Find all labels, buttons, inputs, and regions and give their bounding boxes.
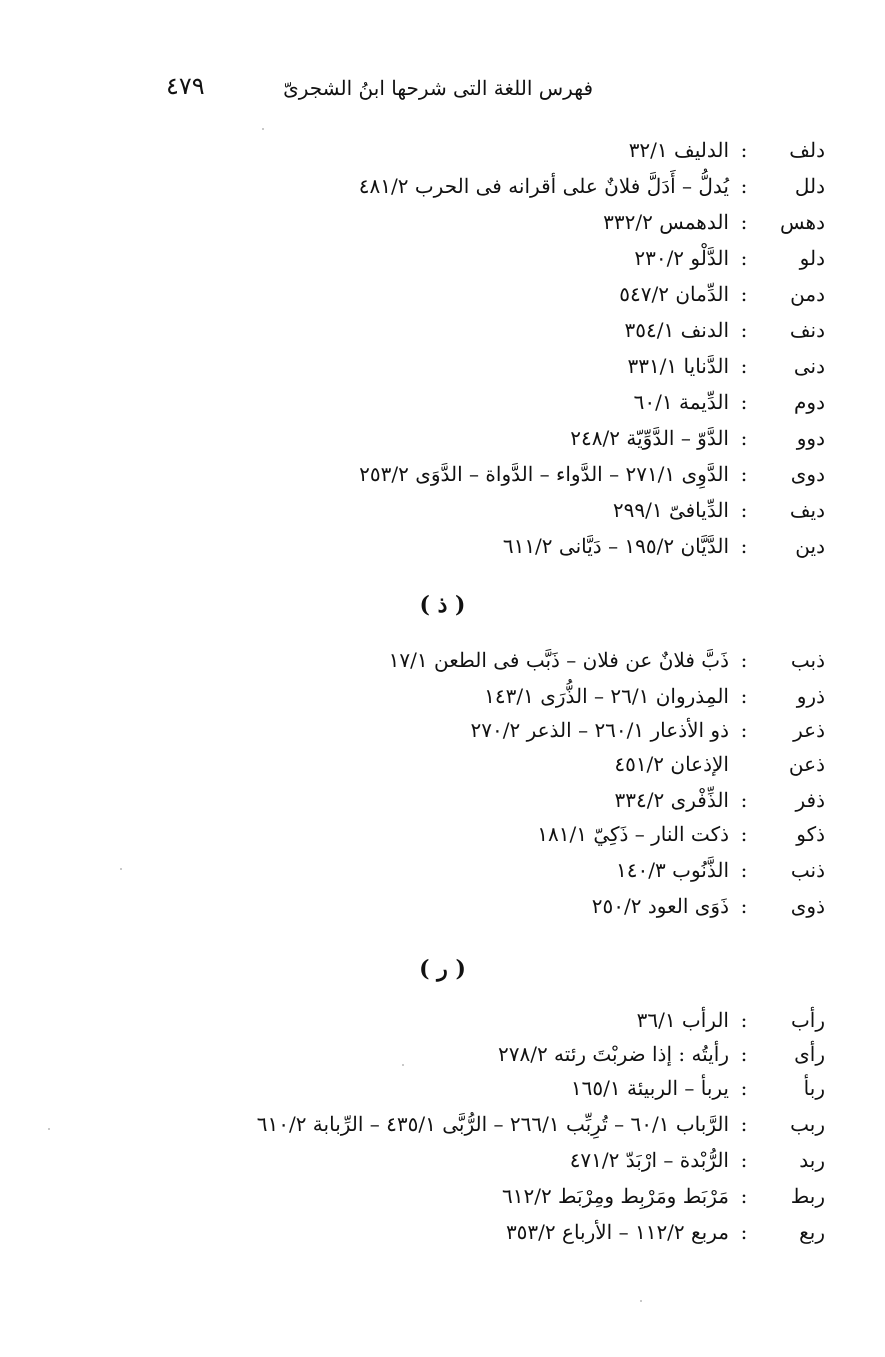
entry-root: رأى — [794, 1042, 825, 1066]
entry-separator: : — [740, 684, 748, 708]
entry-definition: الذَّنُوب ١٤٠/٣ — [616, 858, 729, 882]
index-entry — [0, 1112, 885, 1148]
index-entry — [0, 1076, 885, 1112]
entry-definition: الدهمس ٣٣٢/٢ — [603, 210, 729, 234]
entry-separator: : — [740, 894, 748, 918]
entry-root: دوم — [794, 390, 825, 414]
index-entry — [0, 718, 885, 754]
entry-separator: : — [740, 246, 748, 270]
index-entry — [0, 788, 885, 824]
entry-definition: رأيتُه : إذا ضربْتَ رئته ٢٧٨/٢ — [497, 1042, 729, 1066]
index-entry — [0, 462, 885, 498]
entry-separator: : — [740, 210, 748, 234]
entry-root: دلل — [794, 174, 825, 198]
index-entry — [0, 684, 885, 720]
entry-definition: الدَّوِى ٢٧١/١ – الدَّواء – الدَّواة – الدَّوَى ٢٥٣/٢ — [359, 462, 729, 486]
entry-separator: : — [740, 648, 748, 672]
entry-root: ربع — [799, 1220, 825, 1244]
index-entry — [0, 138, 885, 174]
index-entry — [0, 426, 885, 462]
entry-definition: الرُّبْدة – ارْبَدّ ٤٧١/٢ — [569, 1148, 729, 1172]
entry-root: ذرو — [796, 684, 825, 708]
entry-definition: الدليف ٣٢/١ — [628, 138, 729, 162]
entry-root: ديف — [789, 498, 825, 522]
entry-separator: : — [740, 718, 748, 742]
entry-root: دوى — [790, 462, 825, 486]
entry-definition: ذَوَى العود ٢٥٠/٢ — [591, 894, 729, 918]
entry-root: دنف — [789, 318, 825, 342]
entry-definition: مَرْبَط ومَرْبِط ومِرْبَط ٦١٢/٢ — [501, 1184, 729, 1208]
index-entry — [0, 1042, 885, 1078]
entry-separator: : — [740, 354, 748, 378]
entry-separator: : — [740, 1112, 748, 1136]
scan-speck — [262, 128, 264, 130]
index-entry — [0, 498, 885, 534]
entry-separator: : — [740, 822, 748, 846]
entry-root: ذعن — [788, 752, 825, 776]
entry-separator: : — [740, 282, 748, 306]
entry-separator: : — [740, 1042, 748, 1066]
entry-definition: ذو الأذعار ٢٦٠/١ – الذعر ٢٧٠/٢ — [470, 718, 729, 742]
index-entry — [0, 282, 885, 318]
entry-root: دنى — [793, 354, 825, 378]
entry-definition: ذكت النار – ذَكِيّ ١٨١/١ — [537, 822, 729, 846]
entry-definition: مربع ١١٢/٢ – الأرباع ٣٥٣/٢ — [505, 1220, 729, 1244]
entry-separator: : — [740, 174, 748, 198]
index-entry — [0, 390, 885, 426]
entry-separator: : — [740, 318, 748, 342]
entry-definition: الدَّلْو ٢٣٠/٢ — [634, 246, 729, 270]
section-heading: ( ذ ) — [419, 592, 466, 618]
entry-definition: الرَّباب ٦٠/١ – تُرِبِّب ٢٦٦/١ – الرُّبَّى ٤٣٥/١ – الرِّبابة ٦١٠/٢ — [256, 1112, 729, 1136]
entry-separator: : — [740, 788, 748, 812]
index-entry — [0, 210, 885, 246]
index-entry — [0, 318, 885, 354]
entry-definition: الدَّوّ – الدَّوِّيّة ٢٤٨/٢ — [570, 426, 729, 450]
index-entry — [0, 1220, 885, 1256]
scan-speck — [48, 1128, 50, 1130]
entry-root: ذفر — [795, 788, 825, 812]
entry-definition: الدَّنايا ٣٣١/١ — [627, 354, 729, 378]
entry-separator: : — [740, 426, 748, 450]
index-entry — [0, 822, 885, 858]
entry-root: دلف — [789, 138, 825, 162]
entry-definition: الذِّفْرى ٣٣٤/٢ — [614, 788, 729, 812]
entry-root: دهس — [780, 210, 825, 234]
scan-speck — [402, 1064, 404, 1066]
entry-definition: الدنف ٣٥٤/١ — [624, 318, 729, 342]
section-heading: ( ر ) — [419, 956, 466, 982]
entry-separator: : — [740, 498, 748, 522]
entry-root: دين — [795, 534, 825, 558]
entry-root: ربب — [790, 1112, 825, 1136]
entry-root: دمن — [790, 282, 825, 306]
index-entry — [0, 1148, 885, 1184]
entry-separator: : — [740, 1184, 748, 1208]
entry-definition: الدِّمان ٥٤٧/٢ — [619, 282, 729, 306]
entry-separator: : — [740, 1148, 748, 1172]
index-entry — [0, 534, 885, 570]
entry-definition: الدِّيمة ٦٠/١ — [633, 390, 729, 414]
entry-separator: : — [740, 462, 748, 486]
page-number: ٤٧٩ — [166, 72, 205, 100]
entry-root: ذعر — [793, 718, 825, 742]
index-entry — [0, 1008, 885, 1044]
index-entry — [0, 894, 885, 930]
entry-separator: : — [740, 1076, 748, 1100]
entry-root: ربأ — [803, 1076, 825, 1100]
entry-root: ذنب — [790, 858, 825, 882]
entry-root: ذوى — [790, 894, 825, 918]
entry-definition: ذَبَّ فلانٌ عن فلان – ذَبَّب فى الطعن ١٧/١ — [388, 648, 729, 672]
entry-separator: : — [740, 1220, 748, 1244]
entry-root: ذكو — [796, 822, 825, 846]
index-entry — [0, 174, 885, 210]
entry-root: رأب — [790, 1008, 825, 1032]
entry-definition: الدِّيافىّ ٢٩٩/١ — [612, 498, 729, 522]
entry-root: ربد — [799, 1148, 825, 1172]
index-entry — [0, 246, 885, 282]
index-entry — [0, 354, 885, 390]
entry-separator: : — [740, 858, 748, 882]
entry-separator: : — [740, 138, 748, 162]
scan-speck — [120, 868, 122, 870]
entry-separator: : — [740, 534, 748, 558]
entry-separator: : — [740, 390, 748, 414]
entry-root: دوو — [796, 426, 825, 450]
scan-speck — [640, 1300, 642, 1302]
entry-definition: يربأ – الربيئة ١٦٥/١ — [570, 1076, 729, 1100]
entry-separator: : — [740, 1008, 748, 1032]
index-entry — [0, 752, 885, 788]
index-entry — [0, 1184, 885, 1220]
page-header-title: فهرس اللغة التى شرحها ابنُ الشجرىّ — [283, 76, 593, 100]
entry-definition: يُدلُّ – أَدَلَّ فلانٌ على أقرانه فى الحرب ٤٨١/٢ — [358, 174, 729, 198]
entry-definition: المِذروان ٢٦/١ – الذُّرَى ١٤٣/١ — [484, 684, 729, 708]
entry-root: ذبب — [790, 648, 825, 672]
entry-root: دلو — [799, 246, 825, 270]
entry-root: ربط — [790, 1184, 825, 1208]
entry-definition: الدَّيَّان ١٩٥/٢ – دَيَّانى ٦١١/٢ — [502, 534, 729, 558]
index-entry — [0, 648, 885, 684]
entry-definition: الرأب ٣٦/١ — [636, 1008, 729, 1032]
index-entry — [0, 858, 885, 894]
entry-definition: الإذعان ٤٥١/٢ — [614, 752, 729, 776]
